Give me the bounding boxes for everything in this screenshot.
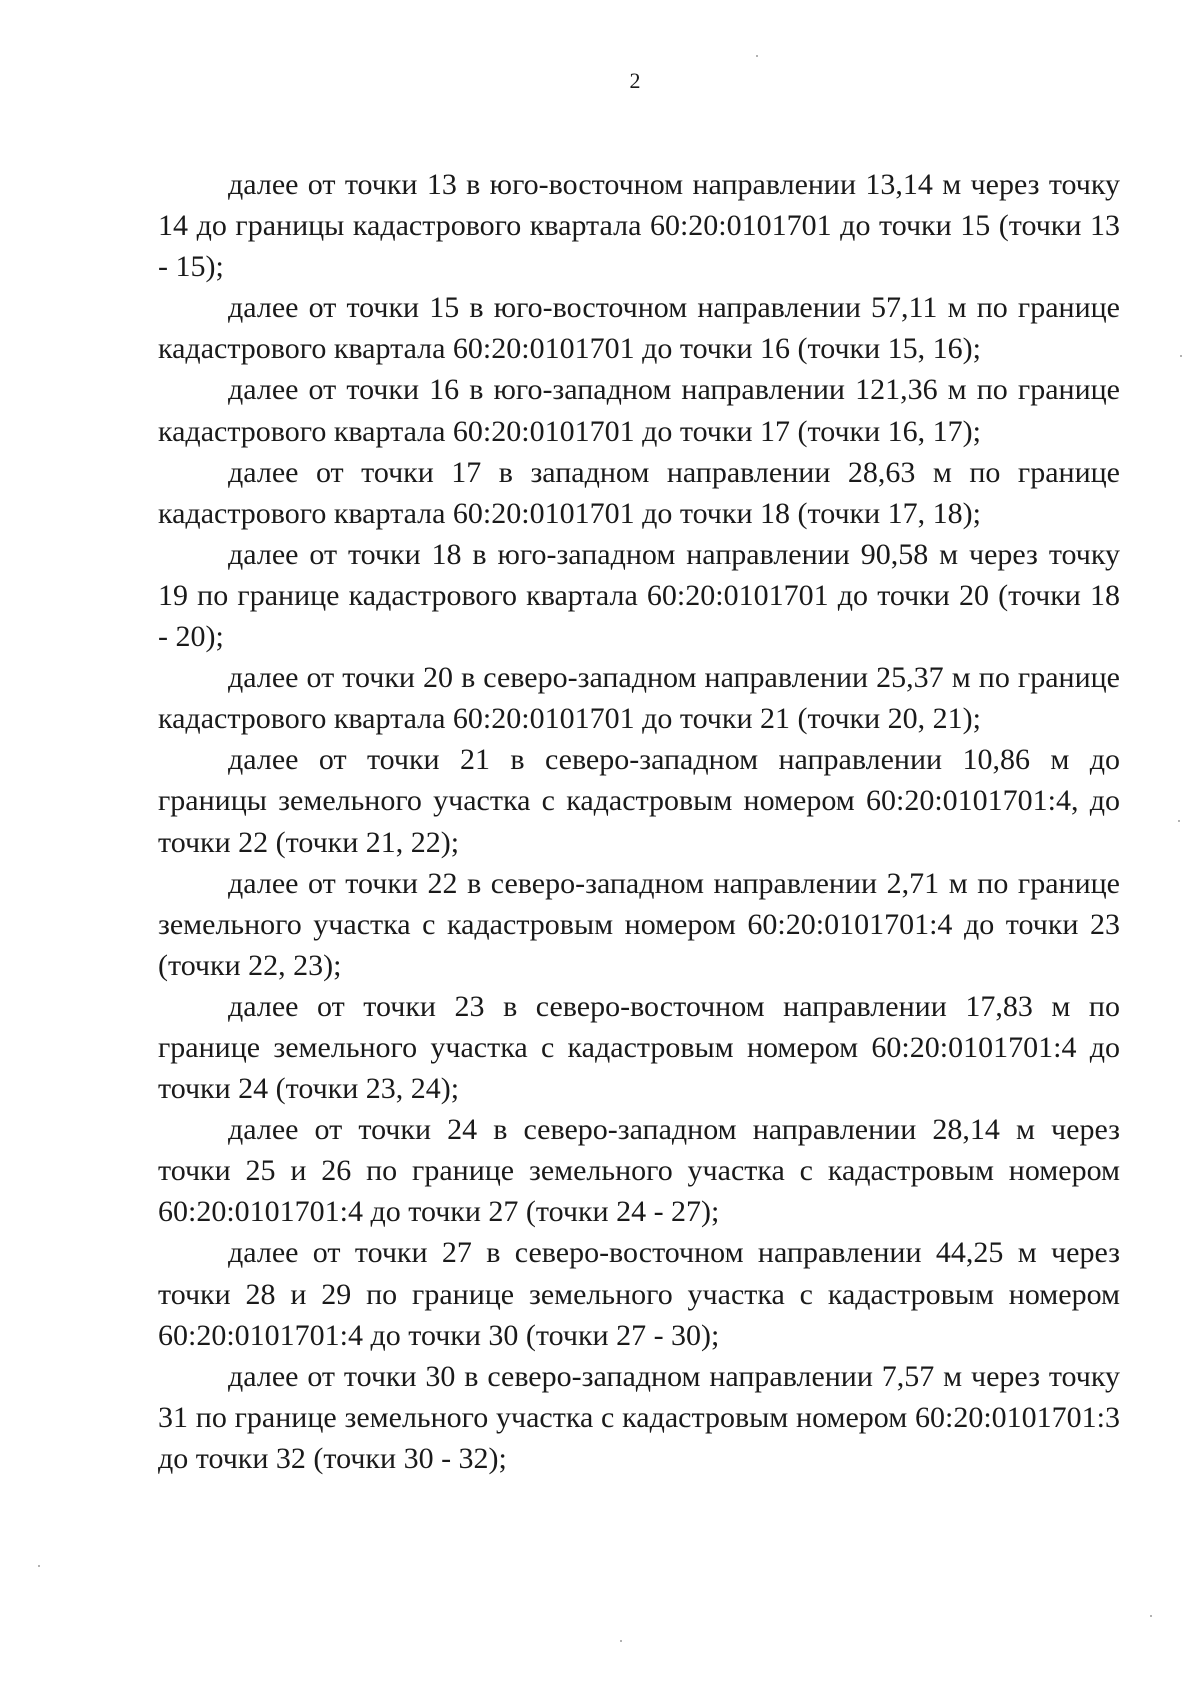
paragraph: далее от точки 21 в северо-западном направлении 10,86 м до границы земельного участка с кадастровым номером 60:20:0101701:4, до точки 22 (точки 21, 22);	[158, 743, 1120, 859]
paragraph: далее от точки 22 в северо-западном направлении 2,71 м по границе земельного участка с кадастровым номером 60:20:0101701:4 до точки 23 (точки 22, 23);	[158, 866, 1120, 982]
paragraph: далее от точки 23 в северо-восточном направлении 17,83 м по границе земельного участка с кадастровым номером 60:20:0101701:4 до точки 24 (точки 23, 24);	[158, 989, 1120, 1106]
paragraph: далее от точки 18 в юго-западном направлении 90,58 м через точку 19 по границе кадастрового квартала 60:20:0101701 до точки 20 (точки 18 - 20);	[158, 537, 1120, 654]
page-number: 2	[629, 68, 641, 93]
paragraph: далее от точки 24 в северо-западном направлении 28,14 м через точки 25 и 26 по границе земельного участка с кадастровым номером 60:20:0101701:4 до точки 27 (точки 24 - 27);	[158, 1113, 1120, 1229]
scan-speck	[1150, 1615, 1152, 1617]
scan-speck	[620, 1640, 622, 1642]
scan-speck	[756, 55, 758, 57]
paragraph: далее от точки 20 в северо-западном направлении 25,37 м по границе кадастрового квартала 60:20:0101701 до точки 21 (точки 20, 21);	[158, 661, 1120, 736]
paragraph: далее от точки 27 в северо-восточном направлении 44,25 м через точки 28 и 29 по границе земельного участка с кадастровым номером 60:20:0101701:4 до точки 30 (точки 27 - 30);	[158, 1236, 1120, 1352]
paragraph: далее от точки 17 в западном направлении 28,63 м по границе кадастрового квартала 60:20:0101701 до точки 18 (точки 17, 18);	[158, 455, 1120, 530]
paragraph: далее от точки 16 в юго-западном направлении 121,36 м по границе кадастрового квартала 60:20:0101701 до точки 17 (точки 16, 17);	[158, 373, 1120, 448]
document-body	[158, 164, 1120, 1479]
scan-speck	[1178, 820, 1180, 822]
scan-speck	[1180, 355, 1182, 357]
paragraph: далее от точки 13 в юго-восточном направлении 13,14 м через точку 14 до границы кадастрового квартала 60:20:0101701 до точки 15 (точки 13 - 15);	[158, 168, 1120, 284]
paragraph: далее от точки 30 в северо-западном направлении 7,57 м через точку 31 по границе земельного участка с кадастровым номером 60:20:0101701:3 до точки 32 (точки 30 - 32);	[158, 1359, 1120, 1475]
paragraph: далее от точки 15 в юго-восточном направлении 57,11 м по границе кадастрового квартала 60:20:0101701 до точки 16 (точки 15, 16);	[158, 291, 1120, 366]
scan-speck	[38, 1565, 40, 1567]
